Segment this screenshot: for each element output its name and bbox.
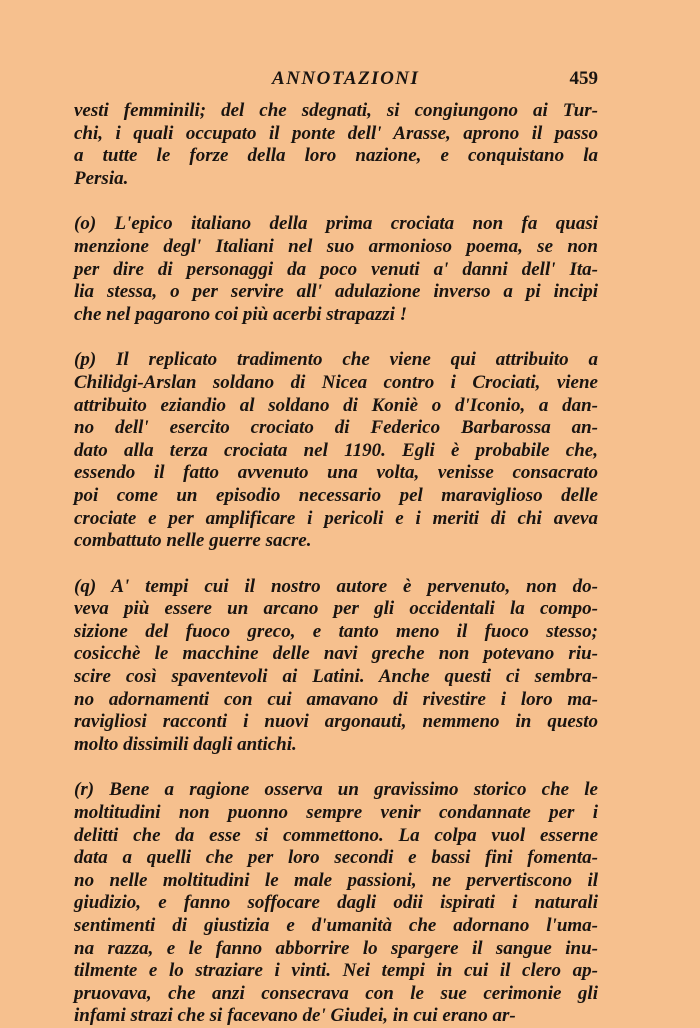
text-line: no nelle moltitudini le male passioni, ne pervertiscono il [74,869,598,891]
text-line: cosicchè le macchine delle navi greche non potevano riu- [74,643,598,665]
paragraph-gap [74,190,598,213]
paragraph [74,576,598,757]
paragraph-gap [74,553,598,576]
text-line: crociate e per amplificare i pericoli e i meriti di chi aveva [74,507,598,529]
text-line: essendo il fatto avvenuto una volta, venisse consacrato [74,462,598,484]
text-line: na razza, e le fanno abborrire lo spargere il sangue inu- [74,937,598,959]
text-line: poi come un episodio necessario pel maraviglioso delle [74,484,598,506]
text-line: combattuto nelle guerre sacre. [74,530,312,552]
text-line: Chilidgi-Arslan soldano di Nicea contro i Crociati, viene [74,371,598,393]
text-line: sentimenti di giustizia e d'umanità che adornano l'uma- [74,915,598,936]
text-line: (q) A' tempi cui il nostro autore è pervenuto, non do- [74,575,598,597]
text-line: lia stessa, o per servire all' adulazione inverso a pi incipi [74,281,598,303]
text-line: per dire di personaggi da poco venuti a' danni dell' Ita- [74,258,598,280]
text-line: ravigliosi racconti i nuovi argonauti, nemmeno in questo [74,711,598,733]
text-line: menzione degl' Italiani nel suo armonioso poema, se non [74,235,598,257]
text-line: no dell' esercito crociato di Federico Barbarossa an- [74,417,598,439]
text-line: scire così spaventevoli ai Latini. Anche questi ci sembra- [74,666,598,688]
running-title: ANNOTAZIONI [272,68,420,89]
text-line: data a quelli che per loro secondi e bassi fini fomenta- [74,847,598,869]
paragraph [74,779,598,1028]
text-line: moltitudini non puonno sempre venir condannate per i [74,802,598,824]
text-line: tilmente e lo straziare i vinti. Nei tempi in cui il clero ap- [74,960,598,982]
text-line: attribuito eziandio al soldano di Koniè o d'Iconio, a dan- [74,394,598,416]
paragraph-gap [74,326,598,349]
text-line: a tutte le forze della loro nazione, e conquistano la [74,145,598,167]
text-line: chi, i quali occupato il ponte dell' Arasse, aprono il passo [74,122,598,144]
text-line: giudizio, e fanno soffocare dagli odii ispirati i naturali [74,892,598,914]
paragraph [74,213,598,326]
text-line: (r) Bene a ragione osserva un gravissimo storico che le [74,779,598,801]
text-line: Persia. [74,167,129,189]
page-header [74,64,598,100]
text-line: (o) L'epico italiano della prima crociata non fa quasi [74,213,598,235]
text-line: delitti che da esse si commettono. La colpa vuol esserne [74,824,598,846]
text-line: infami strazi che si facevano de' Giudei, in cui erano ar- [74,1005,516,1027]
paragraph [74,349,598,552]
body-text [74,100,598,1028]
text-line: veva più essere un arcano per gli occidentali la compo- [74,598,598,620]
text-line: no adornamenti con cui amavano di rivestire i loro ma- [74,688,598,710]
book-page [74,64,598,1028]
text-line: dato alla terza crociata nel 1190. Egli è probabile che, [74,439,598,461]
paragraph [74,100,598,190]
text-line: (p) Il replicato tradimento che viene qui attribuito a [74,349,598,371]
text-line: pruovava, che anzi consecrava con le sue cerimonie gli [74,982,598,1004]
text-line: vesti femminili; del che sdegnati, si congiungono ai Tur- [74,100,598,121]
text-line: molto dissimili dagli antichi. [74,733,297,755]
text-line: sizione del fuoco greco, e tanto meno il fuoco stesso; [74,620,598,642]
text-line: che nel pagarono coi più acerbi strapazzi ! [74,303,408,325]
page-number: 459 [569,68,598,89]
paragraph-gap [74,756,598,779]
